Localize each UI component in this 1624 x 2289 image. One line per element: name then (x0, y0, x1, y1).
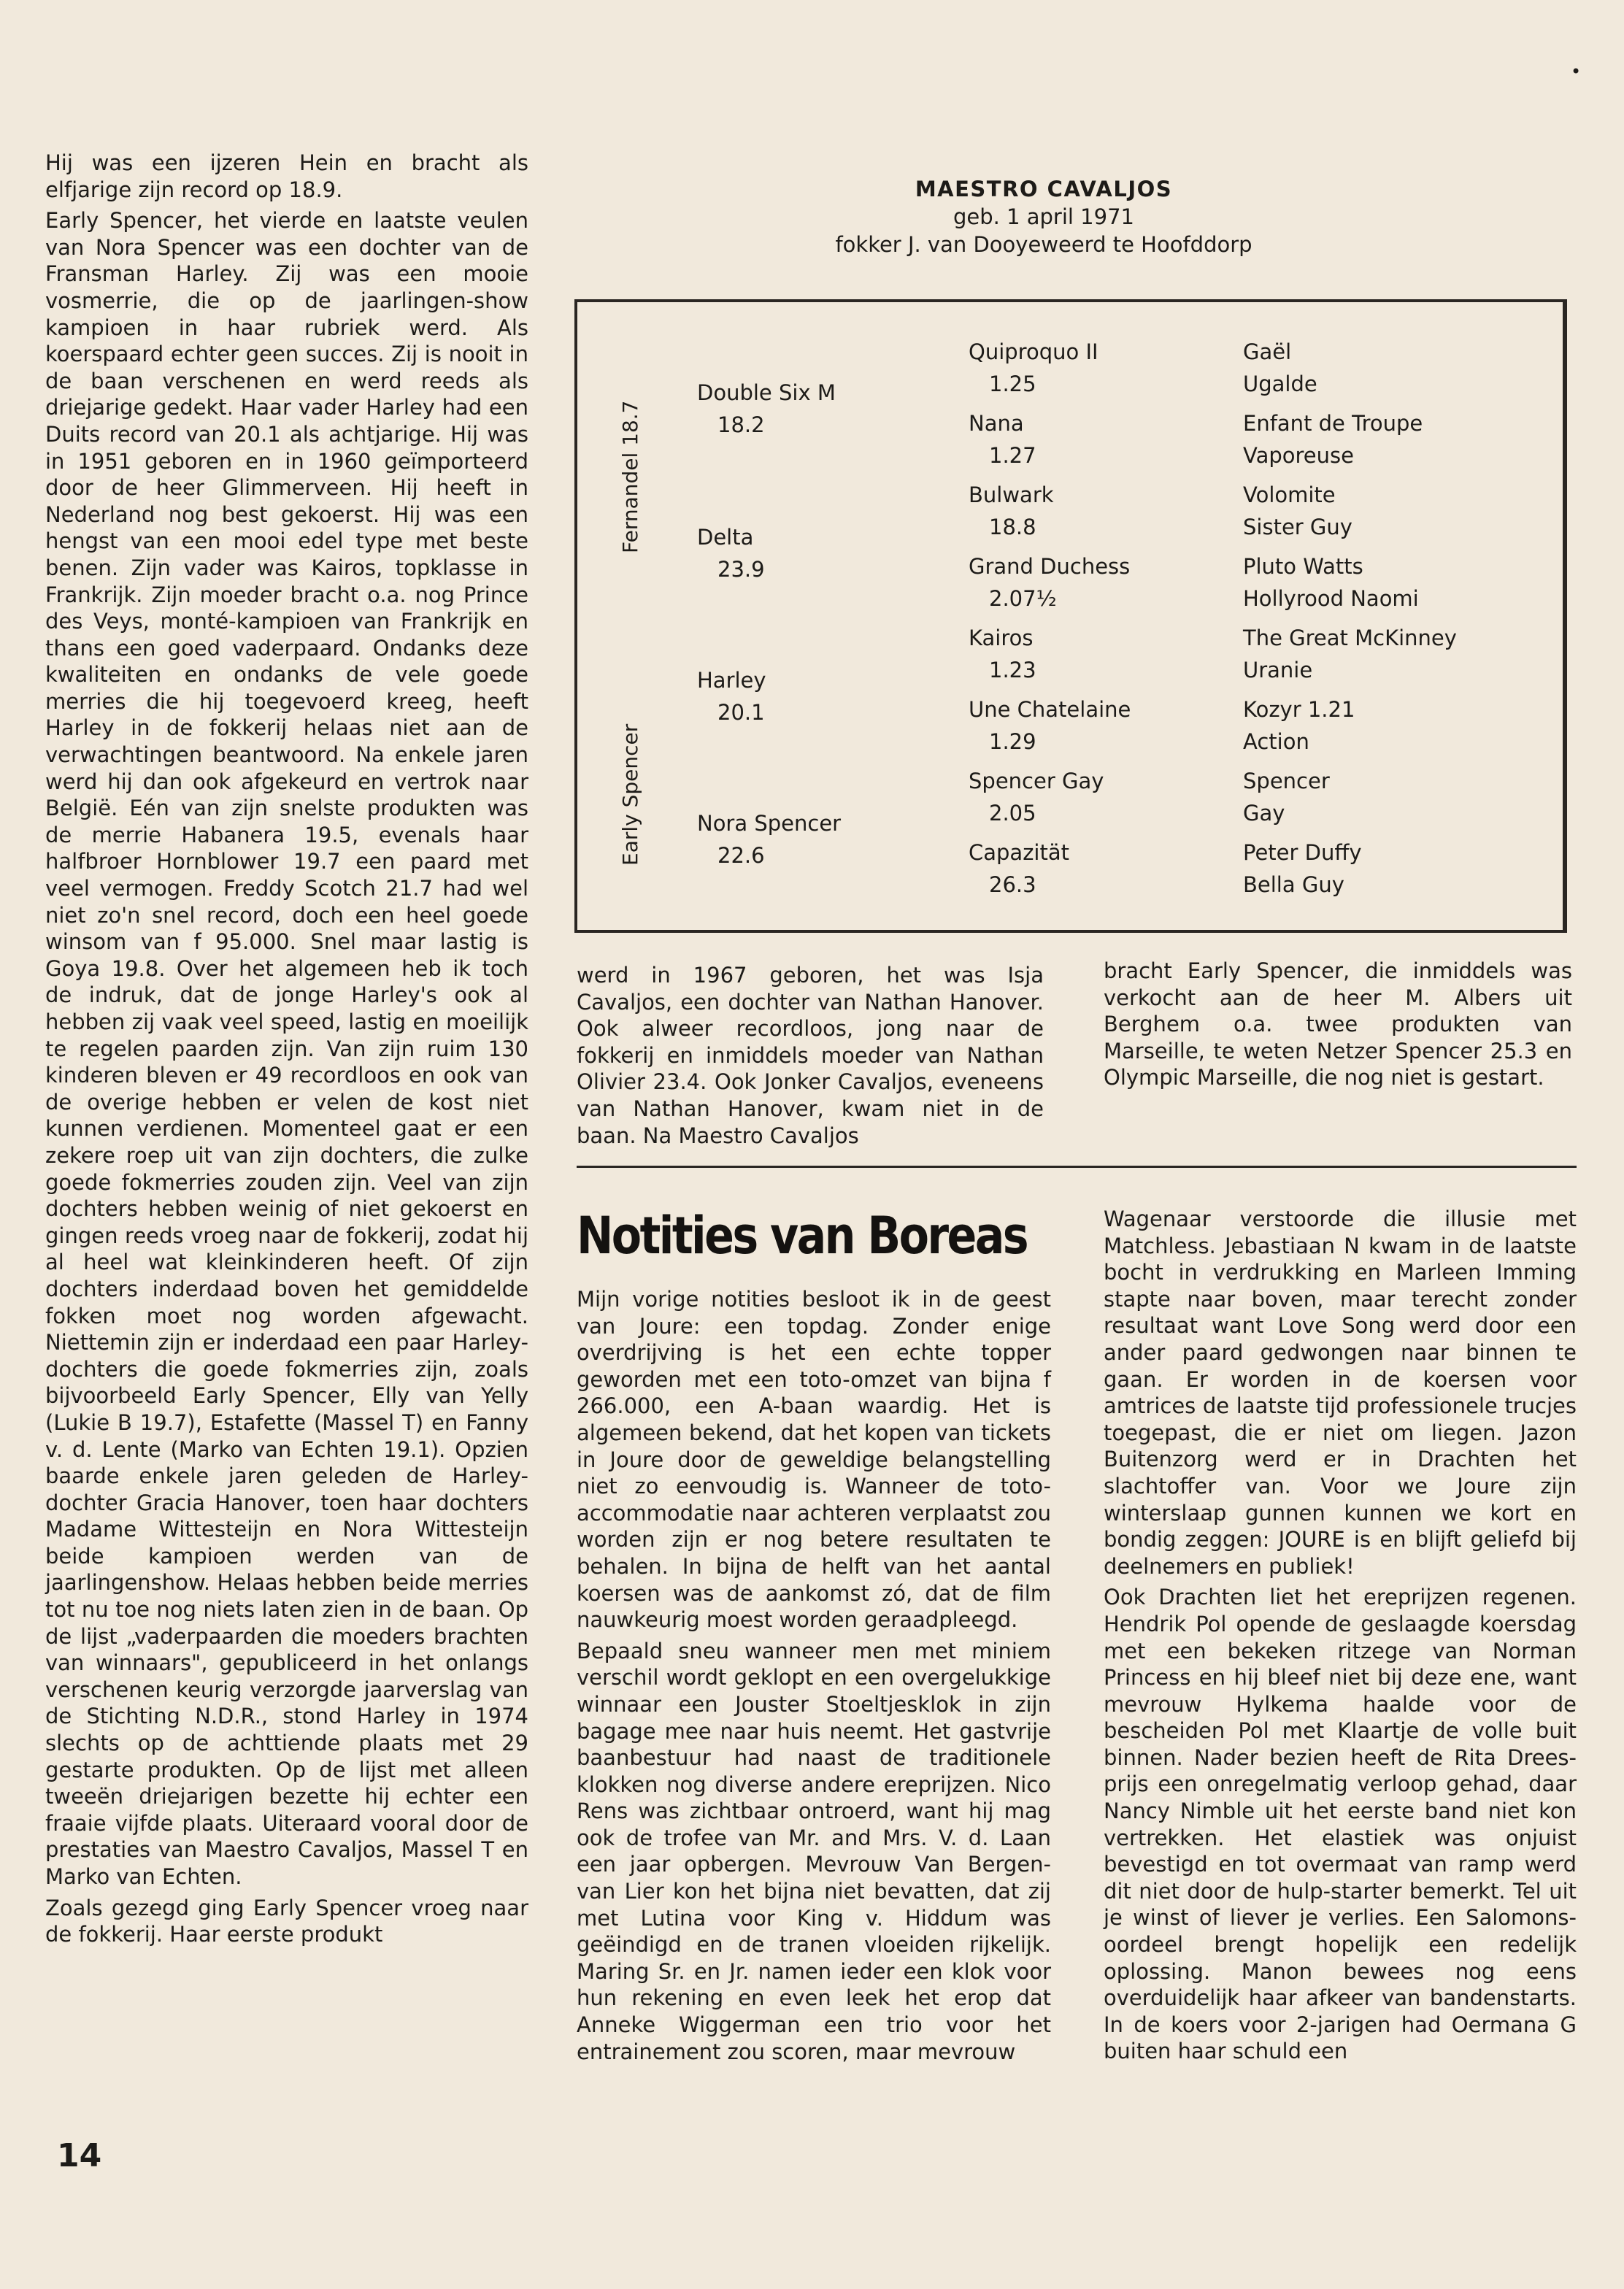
left-paragraph-1: Hij was een ijzeren Hein en bracht als elfjarige zijn record op 18.9. (45, 150, 528, 202)
pedigree-gen3-8: Capazität 26.3 (969, 840, 1069, 897)
pedigree-born: geb. 1 april 1971 (953, 204, 1134, 229)
middle-column-top (577, 962, 1044, 1149)
right-column-top (1104, 958, 1572, 1091)
left-paragraph-3: Zoals gezegd ging Early Spencer vroeg naar de fokkerij. Haar eerste produkt (45, 1895, 528, 1947)
pedigree-sire-label: Fernandel 18.7 (618, 400, 642, 553)
pedigree-gen3-2: Nana 1.27 (969, 411, 1036, 468)
pedigree-dam-label: Early Spencer (618, 723, 642, 866)
pedigree-breeder: fokker J. van Dooyeweerd te Hoofddorp (835, 232, 1252, 257)
pedigree-gen2-3: Harley 20.1 (697, 668, 766, 725)
pedigree-gen4-14: Gay (1243, 801, 1285, 826)
pedigree-gen3-4: Grand Duchess 2.07½ (969, 554, 1131, 611)
pedigree-gen4-7: Pluto Watts (1243, 554, 1363, 579)
left-column (45, 150, 528, 1948)
pedigree-gen3-7: Spencer Gay 2.05 (969, 769, 1104, 826)
pedigree-gen3-3: Bulwark 18.8 (969, 482, 1054, 539)
pedigree-gen3-6: Une Chatelaine 1.29 (969, 697, 1131, 754)
pedigree-gen4-10: Uranie (1243, 658, 1313, 682)
page-number: 14 (57, 2137, 102, 2174)
right-bottom-paragraph-2: Ook Drachten liet het ereprijzen regenen. Hendrik Pol opende de geslaagde koersdag met een bekeken ritzege van Norman Princess en hij bleef niet bij deze ene, want mevrouw Hylkema haalde voor de bescheiden Pol met Klaartje de volle buit binnen. Nader bezien heeft de Rita Drees-prijs een onregelmatig verloop gehad, daar Nancy Nimble uit het eerste band niet kon vertrekken. Het elastiek was onjuist bevestigd en tot overmaat van ramp werd dit niet door de hulp-starter bemerkt. Tel uit je winst of liever je verlies. Een Salomons-oordeel brengt hopelijk een redelijk oplossing. Manon bewees nog eens overduidelijk haar afkeer van bandenstarts. In de koers voor 2-jarigen had Oermana G buiten haar schuld een (1104, 1585, 1577, 2064)
pedigree-gen4-11: Kozyr 1.21 (1243, 697, 1355, 722)
middle-bottom-paragraph-1: Mijn vorige notities besloot ik in de geest van Joure: een topdag. Zonder enige overdrijving is het een echte topper geworden met een toto-omzet van bijna f 266.000, een A-baan waardig. Het is algemeen bekend, dat het kopen van tickets in Joure door de geweldige belangstelling niet zo eenvoudig is. Wanneer de toto-accommodatie naar achteren verplaatst zou worden zijn er nog betere resultaten te behalen. In bijna de helft van het aantal koersen was de aankomst zó, dat de film nauwkeurig moest worden geraadpleegd. (577, 1287, 1051, 1633)
pedigree-gen4-4: Vaporeuse (1243, 443, 1354, 468)
middle-top-paragraph: werd in 1967 geboren, het was Isja Cavaljos, een dochter van Nathan Hanover. Ook alweer recordloos, jong naar de fokkerij en inmiddels moeder van Nathan Olivier 23.4. Ook Jonker Cavaljos, eveneens van Nathan Hanover, kwam niet in de baan. Na Maestro Cavaljos (577, 963, 1044, 1148)
pedigree-gen4-2: Ugalde (1243, 372, 1317, 396)
pedigree-gen3-5: Kairos 1.23 (969, 626, 1036, 682)
corner-mark: • (1571, 61, 1582, 82)
pedigree-gen4-3: Enfant de Troupe (1243, 411, 1423, 436)
pedigree-gen4-6: Sister Guy (1243, 515, 1352, 539)
right-top-paragraph: bracht Early Spencer, die inmiddels was verkocht aan de heer M. Albers uit Berghem o.a. twee produkten van Marseille, te weten Netzer Spencer 25.3 en Olympic Marseille, die nog niet is gestart. (1104, 958, 1572, 1090)
pedigree-gen3-1: Quiproquo II 1.25 (969, 339, 1098, 396)
pedigree-gen4-9: The Great McKinney (1243, 626, 1457, 650)
pedigree-gen4-15: Peter Duffy (1243, 840, 1362, 865)
left-paragraph-2: Early Spencer, het vierde en laatste veulen van Nora Spencer was een dochter van de Fransman Harley. Zij was een mooie vosmerrie, die op de jaarlingen-show kampioen in haar rubriek werd. Als koerspaard echter geen succes. Zij is nooit in de baan verschenen en werd reeds als driejarige gedekt. Haar vader Harley had een Duits record van 20.1 als achtjarige. Hij was in 1951 geboren en in 1960 geïmporteerd door de heer Glimmerveen. Hij heeft in Nederland nog best gekoerst. Hij was een hengst van een mooi edel type met beste benen. Zijn vader was Kairos, topklasse in Frankrijk. Zijn moeder bracht o.a. nog Prince des Veys, monté-kampioen van Frankrijk en thans een goed vaderpaard. Ondanks deze kwaliteiten en ondanks de vele goede merries die hij toegevoerd kreeg, heeft Harley in de fokkerij helaas niet aan de verwachtingen beantwoord. Na enkele jaren werd hij dan ook afgekeurd en vertrok naar België. Eén van zijn snelste produkten was de merrie Habanera 19.5, evenals haar halfbroer Hornblower 19.7 een paard met veel vermogen. Freddy Scotch 21.7 had wel niet zo'n snel record, doch een heel goede winsom van f 95.000. Snel maar lastig is Goya 19.8. Over het algemeen heb ik toch de indruk, dat de jonge Harley's ook al hebben zij vaak veel speed, lastig en moeilijk te regelen paarden zijn. Van zijn ruim 130 kinderen bleven er 49 recordloos en ook van de overige hebben er velen de kost niet kunnen verdienen. Momenteel gaat er een zekere roep uit van zijn dochters, die zulke goede fokmerries zouden zijn. Veel van zijn dochters hebben weinig of niet gekoerst en gingen reeds vroeg naar de fokkerij, zodat hij al heel wat kleinkinderen heeft. Of zijn dochters inderdaad boven het gemiddelde fokken moet nog worden afgewacht. Niettemin zijn er inderdaad een paar Harley-dochters die goede fokmerries zijn, zoals bijvoorbeeld Early Spencer, Elly van Yelly (Lukie B 19.7), Estafette (Massel T) en Fanny v. d. Lente (Marko van Echten 19.1). Opzien baarde enkele jaren geleden de Harley-dochter Gracia Hanover, toen haar dochters Madame Wittesteijn en Nora Wittesteijn beide kampioen werden van de jaarlingenshow. Helaas hebben beide merries tot nu toe nog niets laten zien in de baan. Op de lijst „vaderpaarden die moeders brachten van winnaars", gepubliceerd in het onlangs verschenen keurig verzorgde jaarverslag van de Stichting N.D.R., stond Harley in 1974 slechts op de achttiende plaats met 29 gestarte produkten. Op de lijst met alleen tweeën driejarigen bezette hij echter een fraaie vijfde plaats. Uiteraard vooral door de prestaties van Maestro Cavaljos, Massel T en Marko van Echten. (45, 208, 528, 1889)
pedigree-gen2-4: Nora Spencer 22.6 (697, 811, 842, 868)
pedigree-gen4-12: Action (1243, 729, 1309, 754)
pedigree-gen4-8: Hollyrood Naomi (1243, 586, 1419, 611)
middle-column-bottom (577, 1286, 1051, 2065)
pedigree-gen2-1: Double Six M 18.2 (697, 380, 836, 437)
pedigree-table (574, 299, 1567, 933)
right-bottom-paragraph-1: Wagenaar verstoorde die illusie met Matchless. Jebastiaan N kwam in de laatste bocht in verdrukking en Marleen Imming stapte naar boven, maar terecht zonder resultaat want Love Song werd door een ander paard gedwongen naar binnen te gaan. Er worden in de koersen voor amtrices de laatste tijd professionele trucjes toegepast, die er niet om liegen. Jazon Buitenzorg werd er in Drachten het slachtoffer van. Voor we Joure zijn winterslaap gunnen kunnen we kort en bondig zeggen: JOURE is en blijft geliefd bij deelnemers en publiek! (1104, 1207, 1577, 1579)
pedigree-gen4-16: Bella Guy (1243, 872, 1344, 897)
section-divider (577, 1166, 1577, 1168)
pedigree-gen4-1: Gaël (1243, 339, 1292, 364)
pedigree-gen4-13: Spencer (1243, 769, 1330, 793)
pedigree-gen4-5: Volomite (1243, 482, 1336, 507)
pedigree-horse-name: MAESTRO CAVALJOS (915, 177, 1173, 201)
article-title: Notities van Boreas (577, 1206, 1028, 1266)
middle-bottom-paragraph-2: Bepaald sneu wanneer men met miniem verschil wordt geklopt en een overgelukkige winnaar een Jouster Stoeltjesklok in zijn bagage mee naar huis neemt. Het gastvrije baanbestuur had naast de traditionele klokken nog diverse andere ereprijzen. Nico Rens was zichtbaar ontroerd, want hij mag ook de trofee van Mr. and Mrs. V. d. Laan een jaar opbergen. Mevrouw Van Bergen-van Lier kon het bijna niet bevatten, dat zij met Lutina voor King v. Hiddum was geëindigd en de tranen vloeiden rijkelijk. Maring Sr. en Jr. namen ieder een klok voor hun rekening en even leek het erop dat Anneke Wiggerman een trio voor het entrainement zou scoren, maar mevrouw (577, 1638, 1051, 2064)
right-column-bottom (1104, 1206, 1577, 2065)
pedigree-gen2-2: Delta 23.9 (697, 525, 765, 582)
pedigree-heading (752, 175, 1336, 258)
